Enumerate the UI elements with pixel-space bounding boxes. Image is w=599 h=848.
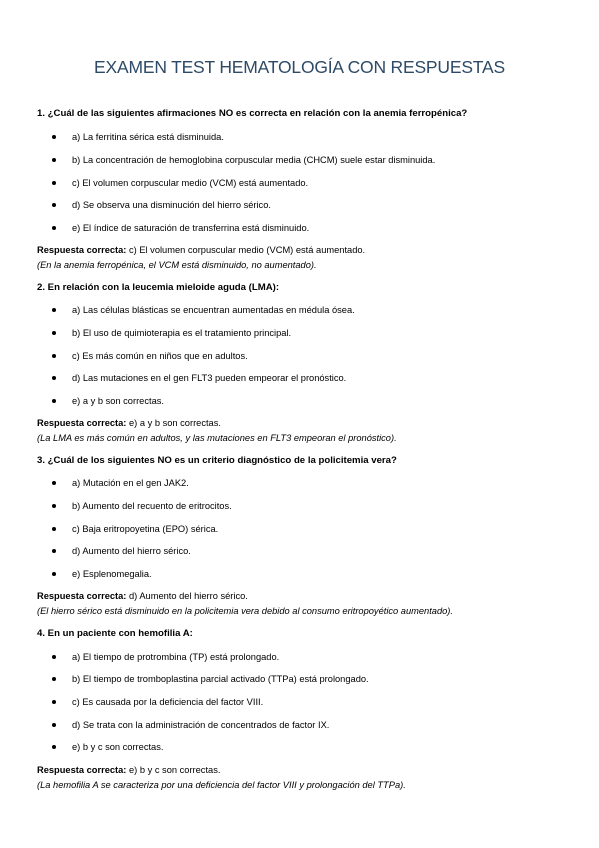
bullet-icon (52, 745, 56, 749)
bullet-icon (52, 700, 56, 704)
bullet-icon (52, 376, 56, 380)
bullet-icon (52, 135, 56, 139)
question-2-answer: Respuesta correcta: e) a y b son correctas. (37, 418, 221, 428)
bullet-icon (52, 527, 56, 531)
bullet-icon (52, 481, 56, 485)
question-1-note: (En la anemia ferropénica, el VCM está disminuido, no aumentado). (37, 260, 317, 270)
bullet-icon (52, 181, 56, 185)
question-2-title: 2. En relación con la leucemia mieloide aguda (LMA): (37, 282, 280, 293)
document-title: EXAMEN TEST HEMATOLOGÍA CON RESPUESTAS (94, 57, 505, 77)
question-3-title: 3. ¿Cuál de los siguientes NO es un criterio diagnóstico de la policitemia vera? (37, 455, 397, 466)
bullet-icon (52, 399, 56, 403)
question-4-answer: Respuesta correcta: e) b y c son correctas. (37, 765, 221, 775)
question-1-title: 1. ¿Cuál de las siguientes afirmaciones NO es correcta en relación con la anemia ferropénica? (37, 108, 468, 119)
bullet-icon (52, 308, 56, 312)
question-2-note: (La LMA es más común en adultos, y las mutaciones en FLT3 empeoran el pronóstico). (37, 433, 397, 443)
document-page: EXAMEN TEST HEMATOLOGÍA CON RESPUESTAS 1. ¿Cuál de las siguientes afirmaciones NO es correcta en relación con la anemia ferropénica? a) La ferritina sérica está disminuida. b) La concentración de hemoglobina corpuscular media (CHCM) suele estar disminuida. c) El volumen corpuscular medio (VCM) está aumentado. d) Se observa una disminución del hierro sérico. e) El índice de saturación de transferrina está disminuido. Respuesta correcta: c) El volumen corpuscular medio (VCM) está aumentado. (En la anemia ferropénica, el VCM está disminuido, no aumentado). 2. En relación con la leucemia mieloide aguda (LMA): a) Las células blásticas se encuentran aumentadas en médula ósea. b) El uso de quimioterapia es el tratamiento principal. c) Es más común en niños que en adultos. d) Las mutaciones en el gen FLT3 pueden empeorar el pronóstico. e) a y b son correctas. Respuesta correcta: e) a y b son correctas. (La LMA es más común en adultos, y las mutaciones en FLT3 empeoran el pronóstico). 3. ¿Cuál de los siguientes NO es un criterio diagnóstico de la policitemia vera? a) Mutación en el gen JAK2. b) Aumento del recuento de eritrocitos. c) Baja eritropoyetina (EPO) sérica. d) Aumento del hierro sérico. e) Esplenomegalia. Respuesta correcta: d) Aumento del hierro sérico. (El hierro sérico está disminuido en la policitemia vera debido al consumo eritropoyético aumentado). 4. En un paciente con hemofilia A: a) El tiempo de protrombina (TP) está prolongado. b) El tiempo de tromboplastina parcial activado (TTPa) está prolongado. c) Es causada por la deficiencia del factor VIII. d) Se trata con la administración de concentrados de factor IX. e) b y c son correctas. Respuesta correcta: e) b y c son correctas. (La hemofilia A se caracteriza por una deficiencia del factor VIII y prolongación del TTPa). (0, 0, 599, 848)
question-4-title: 4. En un paciente con hemofilia A: (37, 628, 193, 639)
bullet-icon (52, 504, 56, 508)
bullet-icon (52, 723, 56, 727)
bullet-icon (52, 549, 56, 553)
bullet-icon (52, 158, 56, 162)
bullet-icon (52, 354, 56, 358)
question-3-note: (El hierro sérico está disminuido en la policitemia vera debido al consumo eritropoyético aumentado). (37, 606, 453, 616)
question-1-answer: Respuesta correcta: c) El volumen corpuscular medio (VCM) está aumentado. (37, 245, 366, 255)
bullet-icon (52, 226, 56, 230)
bullet-icon (52, 677, 56, 681)
bullet-icon (52, 203, 56, 207)
bullet-icon (52, 331, 56, 335)
question-3-answer: Respuesta correcta: d) Aumento del hierro sérico. (37, 591, 248, 601)
bullet-icon (52, 572, 56, 576)
bullet-icon (52, 655, 56, 659)
question-4-note: (La hemofilia A se caracteriza por una deficiencia del factor VIII y prolongación del TTPa). (37, 780, 406, 790)
